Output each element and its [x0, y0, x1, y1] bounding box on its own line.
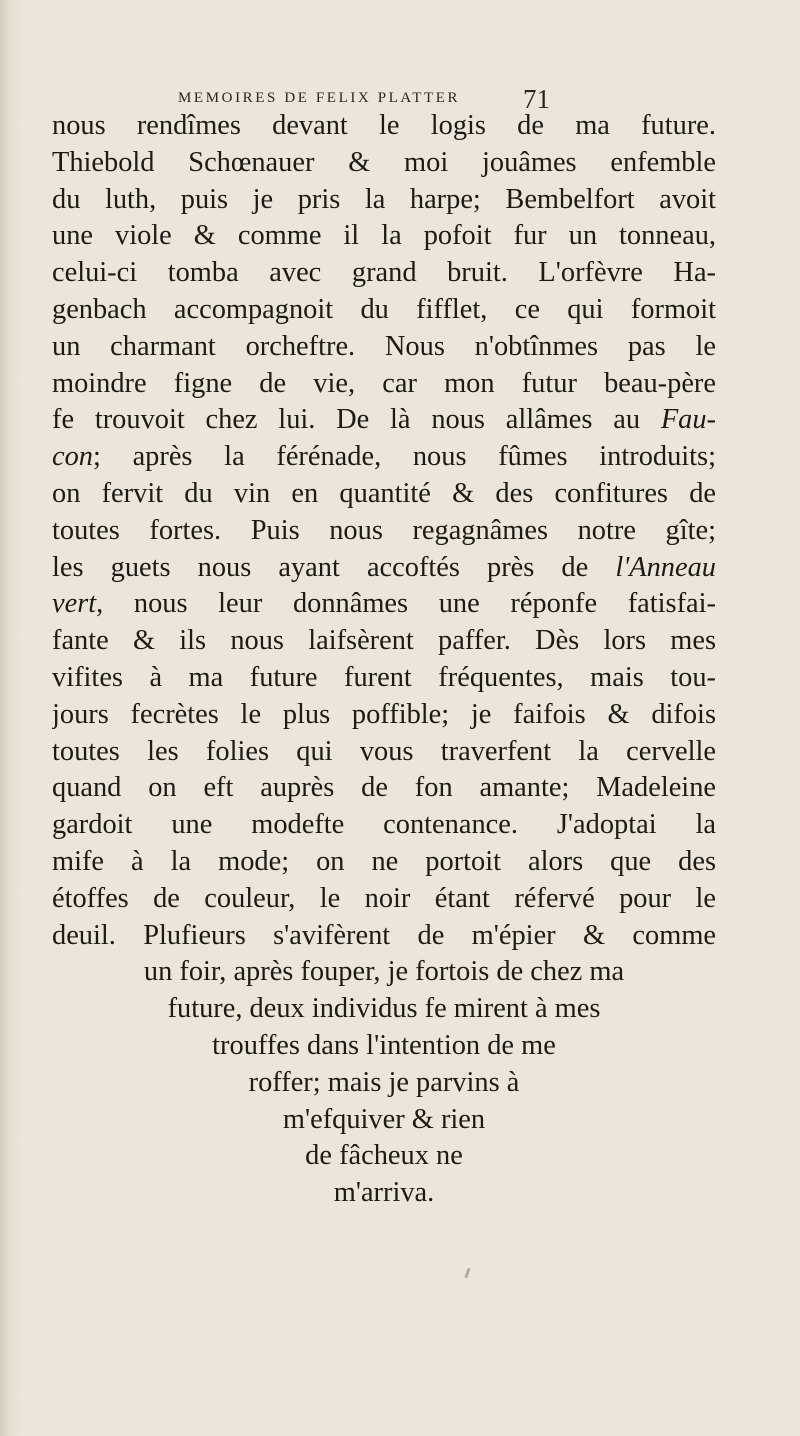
text-line: nous rendîmes devant le logis de ma future.: [52, 110, 716, 141]
text-line: gardoit une modefte contenance. J'adoptai la: [52, 809, 716, 841]
text-line: une viole & comme il la pofoit fur un tonneau,: [52, 220, 716, 252]
page-number: 71: [523, 84, 550, 114]
text-line: future, deux individus fe mirent à mes: [167, 993, 601, 1025]
body-text: [52, 108, 716, 1212]
italic-place-name: con: [52, 441, 93, 473]
text-line: m'efquiver & rien: [282, 1103, 486, 1135]
italic-place-name: vert: [52, 588, 97, 620]
text-line: m'arriva.: [333, 1177, 435, 1209]
ink-speck: [464, 1268, 470, 1278]
running-title: MEMOIRES DE FELIX PLATTER: [178, 90, 461, 106]
text-line: deuil. Plufieurs s'avifèrent de m'épier & comme: [52, 919, 716, 951]
text-line: étoffes de couleur, le noir étant réfervé pour le: [52, 882, 716, 914]
text-line: con; après la férénade, nous fûmes introduits;: [52, 441, 716, 473]
running-head: [0, 78, 800, 114]
text-line: celui-ci tomba avec grand bruit. L'orfèvre Ha-: [52, 257, 716, 289]
text-line: vert, nous leur donnâmes une réponfe fatisfai-: [52, 588, 716, 620]
text-line: genbach accompagnoit du fifflet, ce qui formoit: [52, 293, 716, 325]
text-line: jours fecrètes le plus poffible; je faifois & difois: [52, 698, 716, 730]
text-line: un charmant orcheftre. Nous n'obtînmes pas le: [52, 330, 716, 362]
text-line: les guets nous ayant accoftés près de l'Anneau: [52, 551, 716, 583]
text-line: vifites à ma future furent fréquentes, mais tou-: [52, 661, 716, 693]
text-line: on fervit du vin en quantité & des confitures de: [52, 477, 716, 509]
text-line: fante & ils nous laifsèrent paffer. Dès lors mes: [52, 625, 716, 657]
text-line: fe trouvoit chez lui. De là nous allâmes au Fau-: [52, 404, 716, 436]
text-line: un foir, après fouper, je fortois de chez ma: [143, 956, 625, 988]
text-line: mife à la mode; on ne portoit alors que des: [52, 845, 716, 877]
text-line: toutes fortes. Puis nous regagnâmes notre gîte;: [52, 514, 716, 546]
italic-place-name: Fau-: [660, 404, 716, 436]
text-line: roffer; mais je parvins à: [248, 1066, 520, 1098]
text-line: de fâcheux ne: [305, 1140, 463, 1172]
text-line: du luth, puis je pris la harpe; Bembelfort avoit: [52, 183, 716, 215]
text-line: toutes les folies qui vous traverfent la cervelle: [52, 735, 716, 767]
text-line: quand on eft auprès de fon amante; Madeleine: [52, 772, 716, 804]
italic-place-name: l'Anneau: [615, 551, 716, 583]
text-line: moindre figne de vie, car mon futur beau-père: [52, 367, 716, 399]
text-line: trouffes dans l'intention de me: [212, 1029, 556, 1061]
text-line: Thiebold Schœnauer & moi jouâmes enfemble: [52, 146, 716, 178]
